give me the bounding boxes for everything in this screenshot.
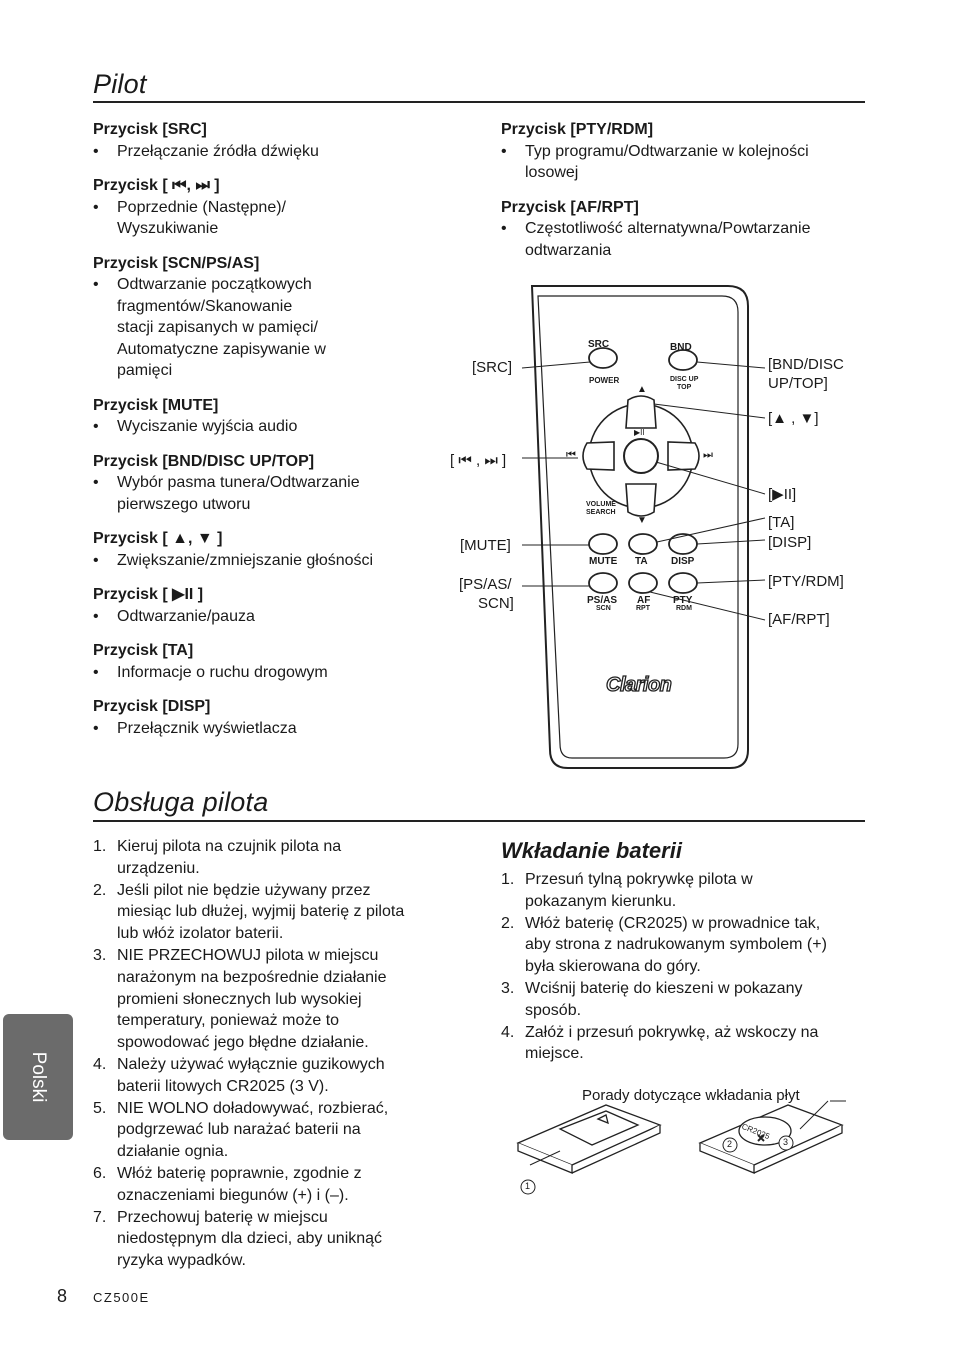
list-line: Załóż i przesuń pokrywkę, aż wskoczy na — [525, 1023, 819, 1041]
list-number: 3. — [501, 979, 515, 997]
power-label: POWER — [589, 376, 620, 385]
section-title-battery: Wkładanie baterii — [501, 838, 682, 863]
description-line: pierwszego utworu — [117, 495, 251, 513]
button-description — [93, 696, 453, 739]
button-title: Przycisk [SCN/PS/AS] — [93, 254, 260, 272]
up-arrow-icon: ▲ — [637, 384, 647, 395]
list-line: miejsce. — [525, 1045, 584, 1063]
list-number: 1. — [93, 838, 107, 855]
mute-button: MUTE — [589, 556, 618, 567]
description-line: pamięci — [117, 362, 173, 379]
list-item — [93, 836, 473, 880]
list-number: 6. — [93, 1164, 107, 1182]
list-line: była skierowana do góry. — [525, 958, 701, 976]
bnd-button: BND — [670, 342, 692, 353]
description-line: • Odtwarzanie/pauza — [117, 607, 255, 625]
description-line: • Poprzednie (Następne)/ — [117, 198, 286, 216]
list-line: NIE WOLNO doładowywać, rozbierać, — [117, 1099, 389, 1117]
af-button: AF — [637, 595, 651, 606]
list-number: 2. — [93, 881, 107, 899]
list-line: Włóż baterię (CR2025) w prowadnice tak, — [525, 914, 821, 932]
button-title: Przycisk [PTY/RDM] — [501, 121, 654, 138]
battery-list — [501, 869, 881, 1065]
description-line: • Informacje o ruchu drogowym — [117, 663, 328, 681]
description-line: losowej — [525, 164, 579, 181]
ta-button: TA — [635, 556, 648, 567]
list-line: działanie ognia. — [117, 1143, 229, 1161]
button-title: Przycisk [SRC] — [93, 121, 207, 138]
description-line: • Przełączanie źródła dźwięku — [117, 142, 319, 160]
list-line: Jeśli pilot nie będzie używany przez — [117, 881, 371, 899]
list-line: promieni słonecznych lub wysokiej — [117, 990, 362, 1008]
page-title: Pilot — [93, 69, 147, 99]
button-title: Przycisk [MUTE] — [93, 396, 219, 414]
description-line: Automatyczne zapisywanie w — [117, 340, 326, 358]
list-line: miesiąc lub dłużej, wyjmij baterię z pilota — [117, 903, 405, 921]
list-number: 2. — [501, 914, 515, 932]
button-title: Przycisk [TA] — [93, 642, 194, 659]
description-line: • Wybór pasma tunera/Odtwarzanie — [117, 474, 360, 491]
description-line: stacji zapisanych w pamięci/ — [117, 319, 318, 336]
list-line: temperatury, ponieważ może to — [117, 1012, 340, 1030]
psas-button: PS/AS — [587, 595, 618, 606]
battery-diagram — [510, 1095, 860, 1205]
description-line: • Odtwarzanie początkowych — [117, 276, 312, 293]
list-number: 5. — [93, 1099, 107, 1117]
volume-label: VOLUME — [586, 501, 616, 508]
list-item — [501, 869, 881, 913]
play-pause-icon: ▶II — [634, 428, 645, 437]
list-line: Przesuń tylną pokrywkę pilota w — [525, 871, 753, 888]
label-scn: SCN] — [478, 595, 514, 612]
right-column — [501, 119, 871, 274]
list-line: sposób. — [525, 1001, 582, 1019]
marker-2: 2 — [727, 1139, 733, 1149]
label-psas: [PS/AS/ — [459, 576, 512, 593]
label-uptop: UP/TOP] — [768, 375, 828, 392]
button-description — [93, 640, 453, 683]
label-disp: [DISP] — [768, 534, 812, 551]
button-description — [501, 119, 871, 184]
list-line: Należy używać wyłącznie guzikowych — [117, 1055, 385, 1073]
list-item — [93, 945, 473, 1054]
battery-caption: Porady dotyczące wkładania płyt — [582, 1087, 800, 1104]
list-number: 4. — [93, 1055, 107, 1073]
description-line: fragmentów/Skanowanie — [117, 297, 293, 315]
language-tab — [3, 1014, 73, 1140]
next-icon: ⏭ — [703, 449, 713, 461]
src-button: SRC — [588, 339, 610, 350]
list-line: Włóż baterię poprawnie, zgodnie z — [117, 1164, 362, 1182]
button-description — [93, 451, 453, 516]
label-src: [SRC] — [472, 359, 513, 376]
list-line: niedostępnym dla dzieci, aby uniknąć — [117, 1230, 383, 1248]
section-title-remote-usage: Obsługa pilota — [93, 787, 269, 817]
button-title: Przycisk [AF/RPT] — [501, 198, 639, 216]
description-line: • Wyciszanie wyjścia audio — [117, 418, 298, 435]
list-number: 7. — [93, 1208, 107, 1226]
list-line: ryzyka wypadków. — [117, 1252, 246, 1270]
usage-list — [93, 836, 473, 1272]
marker-3: 3 — [783, 1137, 789, 1147]
section-rule — [93, 820, 865, 822]
list-item — [93, 1163, 473, 1207]
down-arrow-icon: ▼ — [637, 515, 647, 526]
list-line: baterii litowych CR2025 (3 V). — [117, 1077, 329, 1095]
list-item — [93, 1054, 473, 1098]
list-item — [93, 1207, 473, 1272]
button-title: Przycisk [ ▲, ▼ ] — [93, 530, 223, 547]
description-line: Wyszukiwanie — [117, 220, 219, 237]
disc-up-label: DISC UP — [670, 376, 699, 383]
brand-logo: Clarion — [606, 674, 672, 696]
list-number: 1. — [501, 871, 515, 888]
button-description — [501, 197, 871, 262]
list-line: pokazanym kierunku. — [525, 892, 677, 910]
marker-1: 1 — [525, 1181, 531, 1191]
list-line: urządzeniu. — [117, 859, 200, 877]
description-line: • Typ programu/Odtwarzanie w kolejności — [525, 142, 809, 160]
battery-label: CR2025 — [740, 1121, 771, 1142]
list-item — [501, 978, 881, 1022]
list-item — [501, 913, 881, 978]
list-line: Przechowuj baterię w miejscu — [117, 1208, 328, 1226]
list-line: lub włóż izolator baterii. — [117, 925, 284, 943]
list-line: NIE PRZECHOWUJ pilota w miejscu — [117, 946, 379, 964]
label-mute: [MUTE] — [460, 537, 511, 554]
description-line: • Częstotliwość alternatywna/Powtarzanie — [525, 220, 811, 237]
button-description — [93, 253, 453, 382]
button-description — [93, 584, 453, 627]
list-item — [93, 880, 473, 945]
list-item — [93, 1098, 473, 1163]
prev-icon: ⏮ — [566, 449, 576, 461]
list-number: 4. — [501, 1023, 515, 1041]
rdm-label: RDM — [676, 605, 692, 612]
list-line: narażonym na bezpośrednie działanie — [117, 968, 387, 986]
list-line: spowodować jego błędne działanie. — [117, 1034, 369, 1052]
label-pty: [PTY/RDM] — [768, 573, 844, 590]
top-label: TOP — [677, 384, 692, 391]
scn-label: SCN — [596, 605, 611, 612]
label-prev-next: [ ⏮ , ⏭ ] — [450, 452, 507, 469]
language-tab-label: Polski — [28, 1051, 49, 1103]
button-title: Przycisk [ ▶II ] — [93, 586, 204, 603]
label-play: [▶II] — [768, 486, 797, 503]
list-line: Kieruj pilota na czujnik pilota na — [117, 838, 342, 855]
label-ta: [TA] — [768, 514, 795, 531]
description-line: odtwarzania — [525, 241, 612, 259]
button-title: Przycisk [BND/DISC UP/TOP] — [93, 452, 315, 470]
button-description — [93, 528, 453, 571]
label-updown: [▲ , ▼] — [768, 410, 819, 427]
button-title: Przycisk [ ⏮, ⏭ ] — [93, 177, 220, 194]
list-line: podgrzewać lub narażać baterii na — [117, 1121, 361, 1139]
list-line: oznaczeniami biegunów (+) i (–). — [117, 1186, 349, 1204]
list-line: aby strona z nadrukowanym symbolem (+) — [525, 936, 827, 954]
button-description — [93, 175, 453, 240]
page-number: 8 — [57, 1286, 68, 1306]
disp-button: DISP — [671, 556, 695, 567]
title-rule — [93, 101, 865, 103]
description-line: • Przełącznik wyświetlacza — [117, 719, 297, 737]
button-description — [93, 119, 453, 162]
left-column — [93, 119, 453, 752]
label-bnd: [BND/DISC — [768, 356, 844, 373]
button-description — [93, 395, 453, 438]
model-name: CZ500E — [93, 1290, 150, 1305]
search-label: SEARCH — [586, 509, 616, 516]
button-title: Przycisk [DISP] — [93, 698, 211, 715]
list-line: Wciśnij baterię do kieszeni w pokazany — [525, 979, 803, 997]
list-item — [501, 1022, 881, 1066]
list-number: 3. — [93, 946, 107, 964]
rpt-label: RPT — [636, 605, 650, 612]
label-af: [AF/RPT] — [768, 611, 830, 628]
description-line: • Zwiększanie/zmniejszanie głośności — [117, 551, 374, 569]
pty-button: PTY — [673, 595, 693, 606]
